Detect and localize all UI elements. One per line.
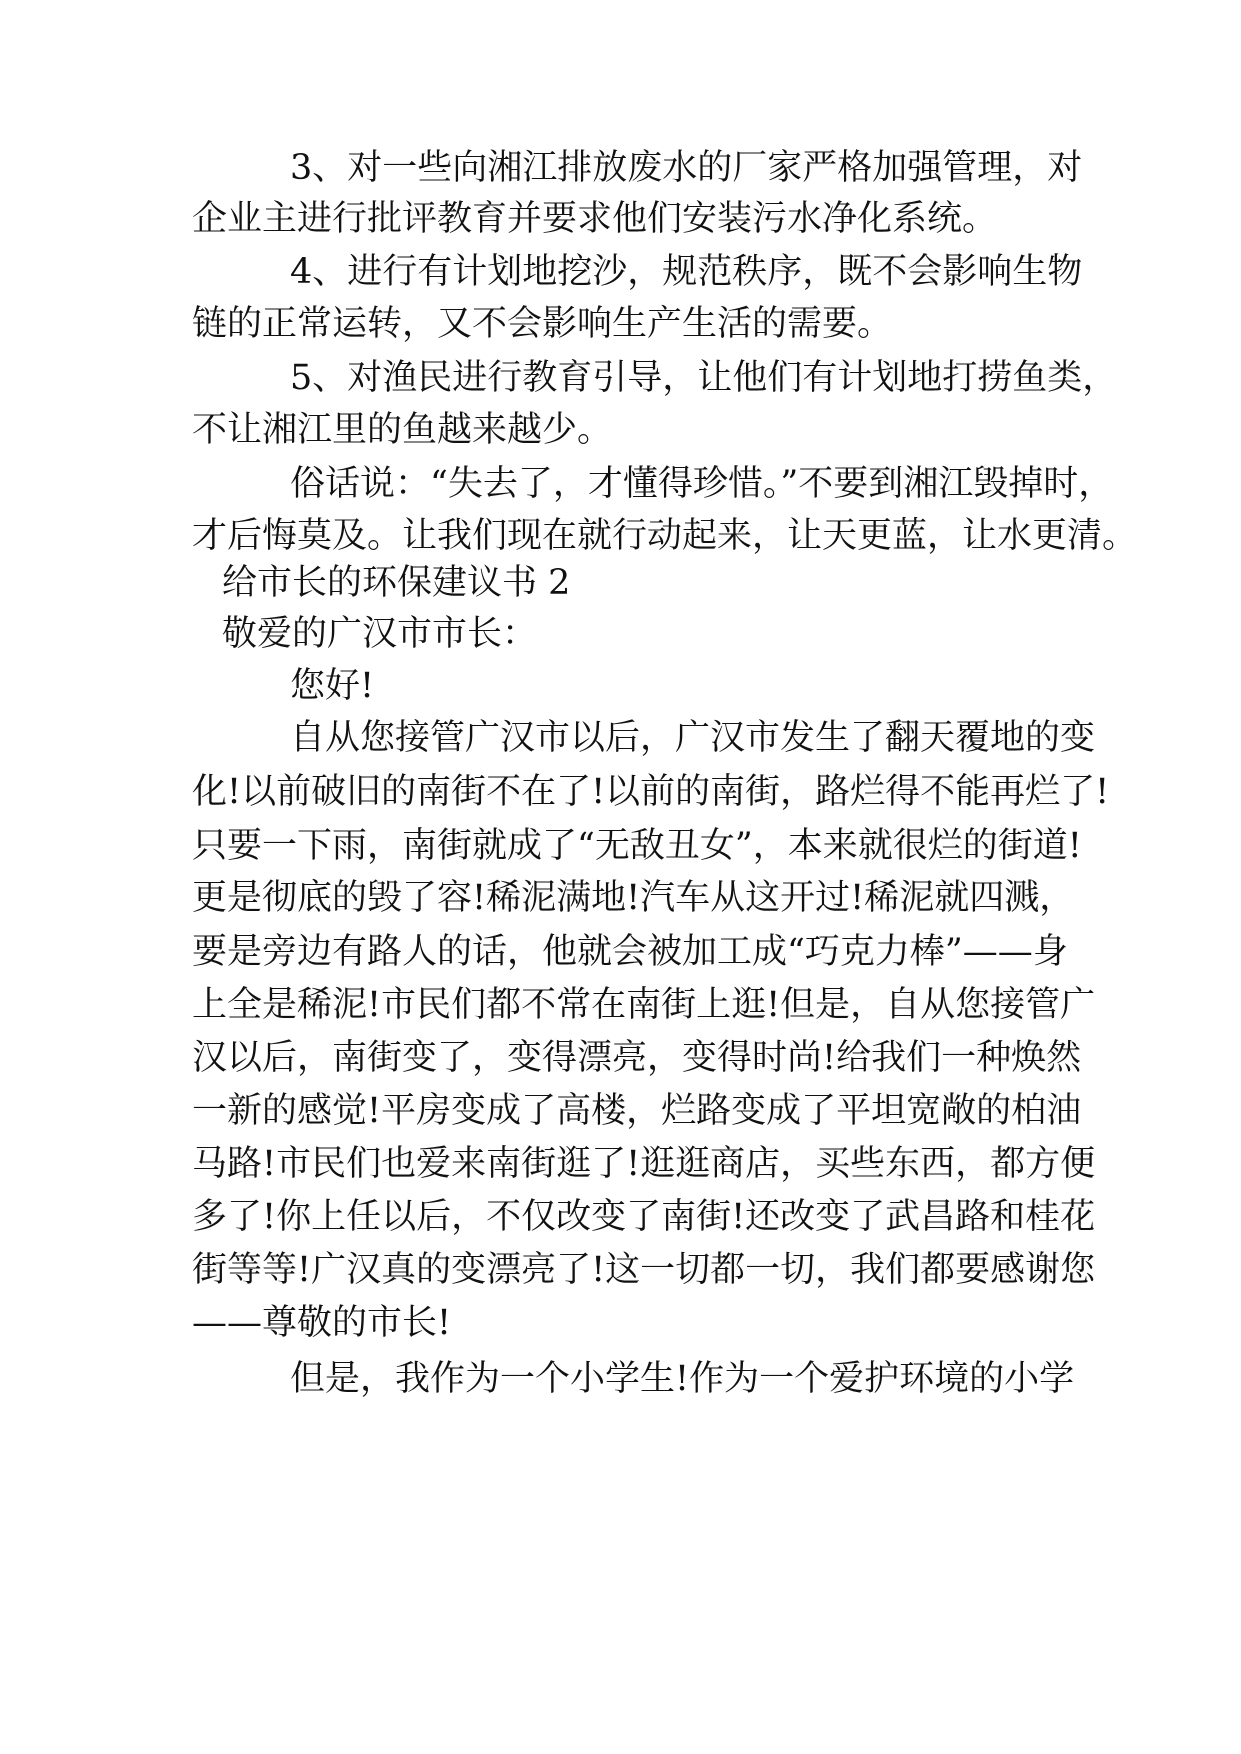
paragraph-line: 只要一下雨，南街就成了“无敌丑女”，本来就很烂的街道! bbox=[192, 826, 1082, 866]
paragraph-line: 更是彻底的毁了容!稀泥满地!汽车从这开过!稀泥就四溅， bbox=[192, 878, 1075, 918]
paragraph-line: 链的正常运转，又不会影响生产生活的需要。 bbox=[192, 304, 893, 344]
paragraph-line: 自从您接管广汉市以后，广汉市发生了翻天覆地的变 bbox=[290, 718, 1096, 758]
paragraph-line: 化!以前破旧的南街不在了!以前的南街，路烂得不能再烂了! bbox=[192, 772, 1110, 812]
greeting: 您好! bbox=[290, 666, 375, 706]
paragraph-line: 企业主进行批评教育并要求他们安装污水净化系统。 bbox=[192, 199, 998, 239]
paragraph-line: 一新的感觉!平房变成了高楼，烂路变成了平坦宽敞的柏油 bbox=[192, 1091, 1082, 1131]
paragraph-line: 街等等!广汉真的变漂亮了!这一切都一切，我们都要感谢您 bbox=[192, 1250, 1096, 1290]
paragraph-line: ——尊敬的市长! bbox=[192, 1303, 452, 1343]
paragraph-line: 汉以后，南街变了，变得漂亮，变得时尚!给我们一种焕然 bbox=[192, 1038, 1082, 1078]
paragraph-line: 4、进行有计划地挖沙，规范秩序，既不会影响生物 bbox=[290, 252, 1083, 292]
salutation: 敬爱的广汉市市长： bbox=[222, 614, 538, 654]
paragraph-line: 不让湘江里的鱼越来越少。 bbox=[192, 410, 613, 450]
paragraph-line: 但是，我作为一个小学生!作为一个爱护环境的小学 bbox=[290, 1359, 1075, 1399]
paragraph-line: 要是旁边有路人的话，他就会被加工成“巧克力棒”——身 bbox=[192, 932, 1068, 972]
paragraph-line: 上全是稀泥!市民们都不常在南街上逛!但是，自从您接管广 bbox=[192, 985, 1096, 1025]
paragraph-line: 俗话说：“失去了，才懂得珍惜。”不要到湘江毁掉时， bbox=[290, 464, 1114, 504]
section-title: 给市长的环保建议书 2 bbox=[222, 563, 571, 603]
paragraph-line: 马路!市民们也爱来南街逛了!逛逛商店，买些东西，都方便 bbox=[192, 1144, 1096, 1184]
paragraph-line: 多了!你上任以后，不仅改变了南街!还改变了武昌路和桂花 bbox=[192, 1197, 1096, 1237]
paragraph-line: 5、对渔民进行教育引导，让他们有计划地打捞鱼类， bbox=[290, 358, 1118, 398]
paragraph-line: 3、对一些向湘江排放废水的厂家严格加强管理，对 bbox=[290, 148, 1083, 188]
paragraph-line: 才后悔莫及。让我们现在就行动起来，让天更蓝，让水更清。 bbox=[192, 516, 1138, 556]
